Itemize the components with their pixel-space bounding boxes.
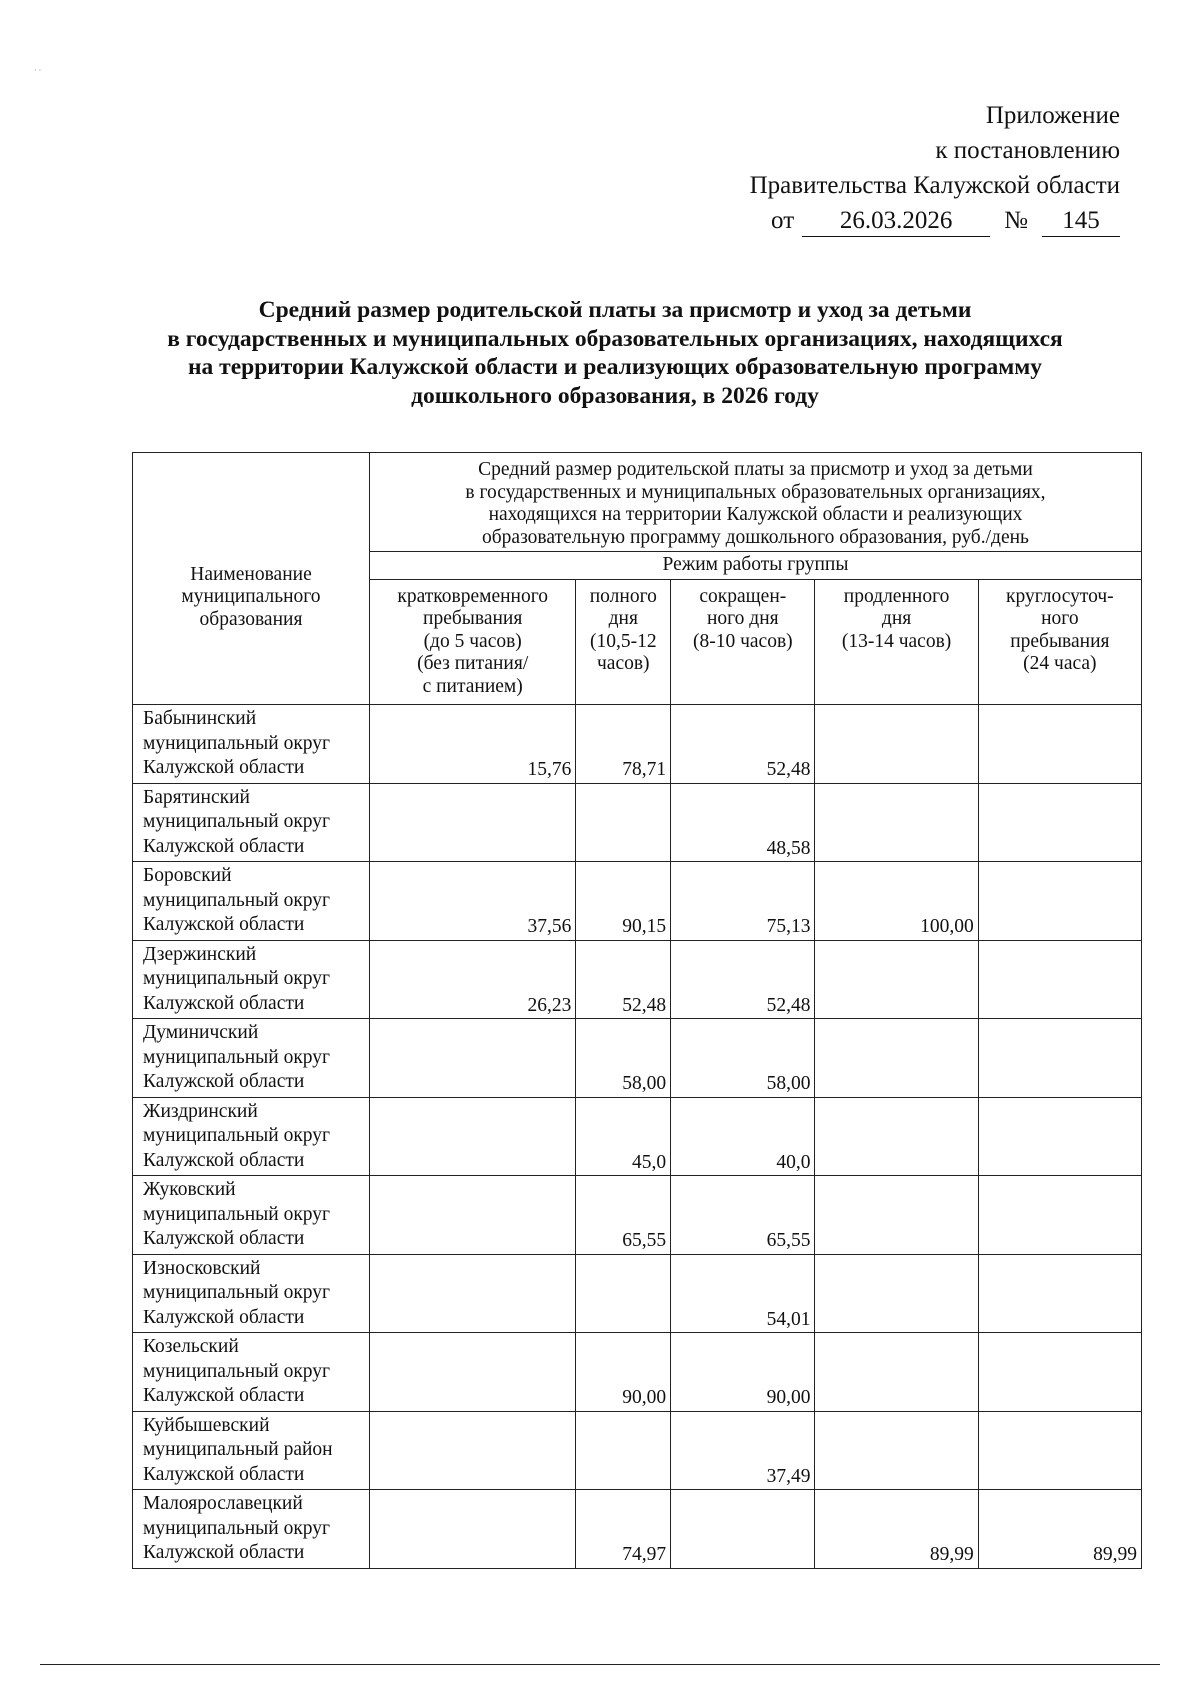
municipality-name-cell <box>133 1333 370 1412</box>
municipality-name-line: Калужской области <box>143 757 305 778</box>
fee-value-cell: 89,99 <box>815 1490 978 1569</box>
header-row-main <box>133 453 1142 552</box>
fee-value-cell <box>815 1411 978 1490</box>
municipality-name-line: муниципальный округ <box>143 1360 331 1382</box>
header-mode-cell: Режим работы группы <box>369 552 1141 580</box>
title-line-2: в государственных и муниципальных образовательных организациях, находящихся <box>167 325 1063 352</box>
municipality-name-line: муниципальный округ <box>143 811 331 832</box>
fee-value-cell: 74,97 <box>576 1490 671 1569</box>
header-col-full-day <box>576 579 671 705</box>
header-main-cell <box>369 453 1141 552</box>
table-row <box>133 1019 1142 1098</box>
municipality-name-line: Барятинский <box>143 786 250 808</box>
fee-value-cell: 90,15 <box>576 862 671 941</box>
municipality-name-line: муниципальный округ <box>143 1046 331 1068</box>
fee-value-cell: 15,76 <box>369 705 575 784</box>
fee-value-cell <box>978 705 1141 784</box>
fee-value-cell <box>369 783 575 862</box>
municipality-name-line: Калужской области <box>143 835 305 857</box>
fee-value-cell <box>978 1019 1141 1098</box>
municipality-name-line: муниципальный округ <box>143 1517 331 1539</box>
fee-value-cell: 45,0 <box>576 1097 671 1176</box>
appendix-header <box>600 98 1120 238</box>
fee-value-cell: 78,71 <box>576 705 671 784</box>
decree-date: 26.03.2026 <box>802 206 990 237</box>
municipality-name-cell <box>133 1490 370 1569</box>
fee-value-cell <box>815 783 978 862</box>
header-main-line: в государственных и муниципальных образовательных организациях, <box>465 481 1046 503</box>
table-row <box>133 940 1142 1019</box>
fee-value-cell <box>978 862 1141 941</box>
date-prefix: от <box>771 207 795 234</box>
fee-value-cell <box>369 1333 575 1412</box>
header-col-line: (13-14 часов) <box>841 630 952 652</box>
municipality-name-line: муниципальный район <box>143 1439 333 1460</box>
municipality-name-line: муниципальный округ <box>143 1125 331 1146</box>
fee-value-cell: 89,99 <box>978 1490 1141 1569</box>
header-name-cell <box>133 453 370 705</box>
municipality-name-line: Бабынинский <box>143 708 257 729</box>
municipality-name-line: Калужской области <box>143 1385 305 1406</box>
fee-value-cell: 26,23 <box>369 940 575 1019</box>
fee-value-cell <box>978 1097 1141 1176</box>
municipality-name-line: Калужской области <box>143 1149 305 1171</box>
fee-value-cell: 52,48 <box>576 940 671 1019</box>
fee-value-cell <box>671 1490 815 1569</box>
fee-value-cell <box>978 1176 1141 1255</box>
municipality-name-cell <box>133 1254 370 1333</box>
municipality-name-line: Дзержинский <box>143 943 257 965</box>
header-col-line: (24 часа) <box>1023 653 1097 674</box>
fee-value-cell: 58,00 <box>576 1019 671 1098</box>
header-col-line: дня <box>881 608 912 629</box>
header-col-line: (8-10 часов) <box>692 630 793 652</box>
fees-table <box>132 452 1142 1569</box>
fee-value-cell <box>978 1411 1141 1490</box>
header-main-line: находящихся на территории Калужской области и реализующих <box>488 504 1023 525</box>
fee-value-cell <box>576 1411 671 1490</box>
fee-value-cell <box>978 940 1141 1019</box>
municipality-name-line: Калужской области <box>143 992 305 1014</box>
fee-value-cell: 58,00 <box>671 1019 815 1098</box>
municipality-name-cell <box>133 1176 370 1255</box>
fee-value-cell: 37,49 <box>671 1411 815 1490</box>
fee-value-cell: 75,13 <box>671 862 815 941</box>
fee-value-cell <box>369 1490 575 1569</box>
municipality-name-line: Козельский <box>143 1336 239 1357</box>
fee-value-cell <box>369 1411 575 1490</box>
fee-value-cell: 65,55 <box>576 1176 671 1255</box>
title-line-1: Средний размер родительской платы за присмотр и уход за детьми <box>258 297 972 323</box>
number-prefix: № <box>1004 207 1028 234</box>
municipality-name-line: Калужской области <box>143 1542 305 1563</box>
municipality-name-cell <box>133 862 370 941</box>
header-col-reduced-day <box>671 579 815 705</box>
municipality-name-line: Боровский <box>143 865 232 886</box>
table-row <box>133 1490 1142 1569</box>
appendix-date-line <box>600 203 1120 238</box>
municipality-name-line: Жиздринский <box>143 1100 258 1122</box>
appendix-line-2: к постановлению <box>935 137 1120 164</box>
header-col-line: продленного <box>843 585 950 607</box>
fee-value-cell <box>369 1176 575 1255</box>
fee-value-cell <box>815 1097 978 1176</box>
title-line-3: на территории Калужской области и реализующих образовательную программу <box>187 354 1043 380</box>
header-col-line: (без питания/ <box>417 653 529 674</box>
table-row <box>133 1254 1142 1333</box>
decree-number: 145 <box>1042 206 1120 237</box>
header-col-line: пребывания <box>423 608 523 629</box>
fee-value-cell <box>369 1019 575 1098</box>
header-col-extended-day <box>815 579 978 705</box>
fee-value-cell: 37,56 <box>369 862 575 941</box>
fee-value-cell <box>978 783 1141 862</box>
municipality-name-line: муниципальный округ <box>143 968 331 989</box>
header-col-line: ного дня <box>706 608 779 629</box>
municipality-name-cell <box>133 940 370 1019</box>
appendix-line-1: Приложение <box>985 102 1120 129</box>
fee-value-cell <box>815 1254 978 1333</box>
municipality-name-line: Калужской области <box>143 1228 305 1249</box>
appendix-line-3: Правительства Калужской области <box>749 172 1120 199</box>
municipality-name-line: Калужской области <box>143 1071 305 1092</box>
municipality-name-cell <box>133 783 370 862</box>
header-col-line: (10,5-12 <box>589 630 657 652</box>
municipality-name-cell <box>133 705 370 784</box>
fee-value-cell <box>815 705 978 784</box>
municipality-name-cell <box>133 1019 370 1098</box>
municipality-name-line: муниципальный округ <box>143 889 331 911</box>
header-col-line: пребывания <box>1010 630 1110 652</box>
header-col-line: круглосуточ- <box>1006 585 1114 607</box>
header-col-line: сокращен- <box>699 585 787 607</box>
title-line-4: дошкольного образования, в 2026 году <box>411 382 819 409</box>
page-bottom-rule <box>40 1664 1160 1665</box>
header-col-line: с питанием) <box>422 675 523 697</box>
fee-value-cell: 52,48 <box>671 940 815 1019</box>
scan-speck: · · <box>34 66 42 75</box>
document-title <box>110 296 1120 410</box>
fee-value-cell <box>576 1254 671 1333</box>
header-col-line: (до 5 часов) <box>423 630 522 652</box>
table-row <box>133 1333 1142 1412</box>
municipality-name-line: Куйбышевский <box>143 1414 270 1436</box>
fee-value-cell <box>978 1254 1141 1333</box>
header-main-line: Средний размер родительской платы за присмотр и уход за детьми <box>478 459 1033 480</box>
fee-value-cell <box>576 783 671 862</box>
header-col-line: кратковременного <box>397 585 548 607</box>
fee-value-cell <box>978 1333 1141 1412</box>
fee-value-cell <box>815 1333 978 1412</box>
table-row <box>133 862 1142 941</box>
header-col-line: полного <box>589 585 657 607</box>
municipality-name-line: Думиничский <box>143 1022 259 1043</box>
municipality-name-cell <box>133 1097 370 1176</box>
fee-value-cell: 54,01 <box>671 1254 815 1333</box>
fee-value-cell: 100,00 <box>815 862 978 941</box>
table-row <box>133 1097 1142 1176</box>
fee-value-cell: 90,00 <box>576 1333 671 1412</box>
municipality-name-cell <box>133 1411 370 1490</box>
header-col-line: дня <box>608 608 638 629</box>
fee-value-cell: 90,00 <box>671 1333 815 1412</box>
header-name-line: образования <box>199 608 303 630</box>
header-name-line: муниципального <box>181 586 321 608</box>
municipality-name-line: Калужской области <box>143 914 305 935</box>
table-row <box>133 1411 1142 1490</box>
header-col-round-the-clock <box>978 579 1141 705</box>
fee-value-cell: 40,0 <box>671 1097 815 1176</box>
fee-value-cell: 48,58 <box>671 783 815 862</box>
municipality-name-line: Калужской области <box>143 1306 305 1328</box>
fee-value-cell <box>815 1176 978 1255</box>
header-col-line: часов) <box>596 653 650 674</box>
fee-value-cell: 52,48 <box>671 705 815 784</box>
header-col-short-stay <box>369 579 575 705</box>
municipality-name-line: Калужской области <box>143 1463 305 1485</box>
fee-value-cell <box>369 1097 575 1176</box>
table-row <box>133 783 1142 862</box>
municipality-name-line: Малоярославецкий <box>143 1493 303 1514</box>
fee-value-cell <box>815 1019 978 1098</box>
municipality-name-line: муниципальный округ <box>143 1203 331 1225</box>
fee-value-cell: 65,55 <box>671 1176 815 1255</box>
municipality-name-line: муниципальный округ <box>143 1282 331 1303</box>
municipality-name-line: Износковский <box>143 1257 261 1279</box>
fee-value-cell <box>815 940 978 1019</box>
header-col-line: ного <box>1041 608 1079 629</box>
municipality-name-line: муниципальный округ <box>143 732 331 754</box>
header-name-line: Наименование <box>190 563 312 585</box>
table-row <box>133 1176 1142 1255</box>
municipality-name-line: Жуковский <box>143 1179 236 1200</box>
header-main-line: образовательную программу дошкольного образования, руб./день <box>482 526 1029 548</box>
fee-value-cell <box>369 1254 575 1333</box>
table-row <box>133 705 1142 784</box>
